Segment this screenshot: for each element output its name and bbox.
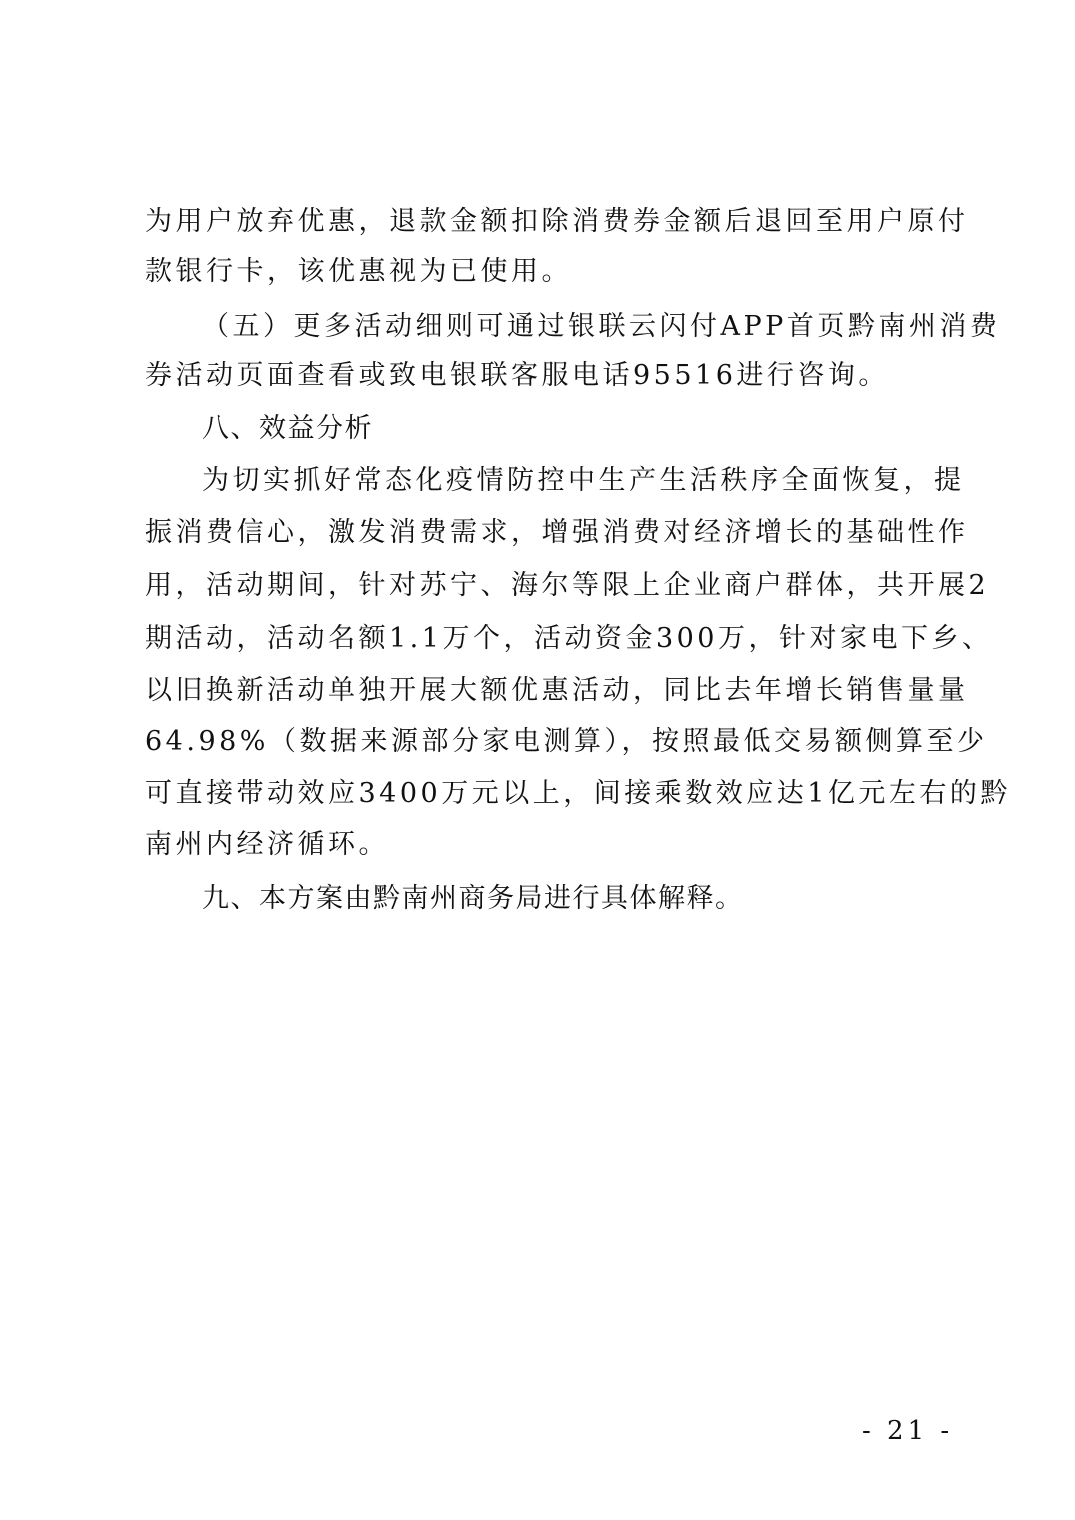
paragraph-line: 为切实抓好常态化疫情防控中生产生活秩序全面恢复，提 (202, 465, 965, 496)
paragraph-line: 南州内经济循环。 (145, 829, 389, 860)
section-heading: 八、效益分析 (202, 413, 373, 444)
paragraph-line: 用，活动期间，针对苏宁、海尔等限上企业商户群体，共开展2 (145, 570, 990, 601)
paragraph-line: 可直接带动效应3400万元以上，间接乘数效应达1亿元左右的黔 (145, 778, 1011, 809)
paragraph-line: 以旧换新活动单独开展大额优惠活动，同比去年增长销售量量 (145, 675, 969, 706)
paragraph-line: 振消费信心，激发消费需求，增强消费对经济增长的基础性作 (145, 517, 969, 548)
paragraph-line: 为用户放弃优惠，退款金额扣除消费券金额后退回至用户原付 (145, 206, 969, 237)
paragraph-line: 券活动页面查看或致电银联客服电话95516进行咨询。 (145, 360, 889, 391)
paragraph-line: 期活动，活动名额1.1万个，活动资金300万，针对家电下乡、 (145, 623, 993, 654)
section-heading: 九、本方案由黔南州商务局进行具体解释。 (202, 883, 744, 914)
paragraph-line: 款银行卡，该优惠视为已使用。 (145, 256, 572, 287)
page-number: - 21 - (862, 1416, 954, 1446)
paragraph-line: 64.98%（数据来源部分家电测算），按照最低交易额侧算至少 (145, 726, 988, 757)
paragraph-line: （五）更多活动细则可通过银联云闪付APP首页黔南州消费 (202, 311, 1001, 342)
